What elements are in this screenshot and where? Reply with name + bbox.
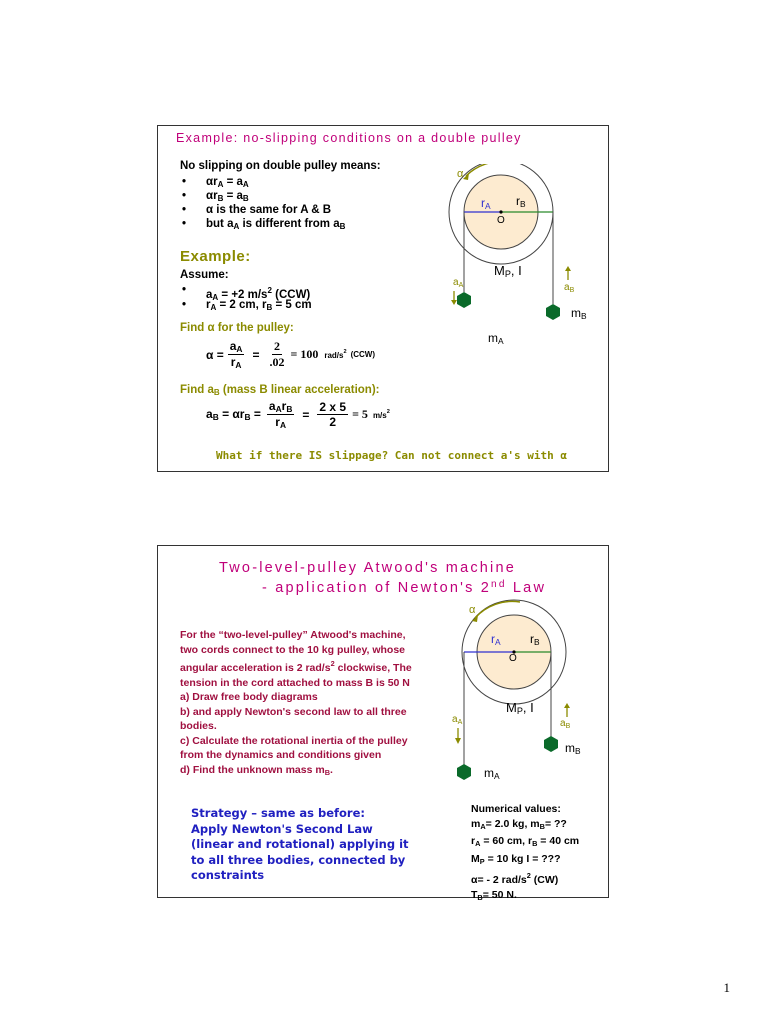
rB-label-2: $r_B$	[530, 632, 540, 647]
aB-label: $a_B$	[564, 282, 575, 294]
slide-2-title-line-1: Two-level-pulley Atwood's machine	[219, 560, 517, 576]
aB-equation: $a_B = \alpha r_B$ = $\frac{a_Ar_B}{r_A}$ = $\frac{2 x 5}{2}$ = 5 $m/s^2$	[206, 399, 390, 430]
alpha-label: α	[457, 168, 464, 180]
mA-label: $m_A$	[488, 331, 504, 346]
slide-2	[157, 545, 609, 902]
example-heading: Example:	[180, 248, 251, 265]
numerical-values: Numerical values: $m_A= 2.0$ kg, $m_B=$ ?? $r_A = 60$ cm, $r_B = 40$ cm $M_P = 10$ kg I = ??? α= - 2 rad/$s^2$ (CW) $T_B= 50$ N.	[471, 803, 580, 902]
pulley-mass-label: $M_P$, I	[494, 263, 522, 279]
strategy-text: Strategy – same as before: Apply Newton's Second Law (linear and rotational) applying it to all three bodies, connected by constraints	[191, 806, 409, 882]
mass-B-hexagon	[544, 736, 558, 752]
rB-label: $r_B$	[516, 194, 526, 209]
slide-1	[157, 125, 609, 472]
find-alpha-heading: Find α for the pulley:	[180, 322, 294, 334]
mass-A-hexagon	[457, 764, 471, 780]
aB-arrow-head	[564, 703, 570, 708]
assume-bullets: • $a_A = +2$ $m/s^2$ (CCW) • $r_A = 2$ cm, $r_B = 5$ cm	[158, 284, 458, 314]
center-dot	[499, 210, 502, 213]
aA-label: $a_A$	[453, 277, 464, 289]
center-O-label: O	[497, 215, 505, 226]
assume-aA: $a_A = +2$ $m/s^2$ (CCW)	[206, 286, 311, 302]
bullet-alpha-rB: $\alpha r_B = a_B$	[206, 190, 249, 203]
problem-statement: For the “two-level-pulley” Atwood's machine, two cords connect to the 10 kg pulley, whose angular acceleration is 2 rad/$s^2$ clockwise, The tension in the cord attached to mass B is 50 N a) Draw free body diagrams b) and apply Newton's second law to all three bodies. c) Calculate the rotational inertia of the pulley from the dynamics and conditions given d) Find the unknown mass $m_B$.	[180, 629, 412, 777]
mA-label-2: $m_A$	[484, 766, 500, 781]
page-number: 1	[723, 980, 730, 995]
aA-label-2: $a_A$	[452, 714, 463, 726]
assume-radii: $r_A = 2$ cm, $r_B = 5$ cm	[206, 299, 312, 312]
bullet-alpha-same: α is the same for A & B	[206, 204, 332, 216]
slide-2-title-line-2: - application of Newton's 2nd Law	[262, 579, 547, 596]
aA-arrow-2	[452, 726, 464, 748]
rA-label-2: $r_A$	[491, 632, 501, 647]
slippage-question: What if there IS slippage? Can not connect a's with α	[216, 449, 567, 462]
aB-arrow-head	[565, 266, 571, 271]
no-slip-intro: No slipping on double pulley means:	[180, 160, 381, 172]
center-O-label-2: O	[509, 653, 517, 664]
mass-A-hexagon	[457, 292, 471, 308]
alpha-equation: α = $\frac{a_A}{r_A}$ = $\frac{2}{.02}$ = 100 rad/$s^2$ (CCW)	[206, 339, 376, 370]
mass-B-hexagon	[546, 304, 560, 320]
rA-label: $r_A$	[481, 196, 491, 211]
no-slip-bullets: • $\alpha r_A = a_A$ • $\alpha r_B = a_B$ • α is the same for A & B • but $a_A$ is different from $a_B$	[158, 176, 458, 246]
aA-arrow-head	[451, 300, 457, 305]
slide-1-title: Example: no-slipping conditions on a double pulley	[176, 131, 522, 145]
mB-label: $m_B$	[571, 306, 587, 321]
alpha-label-2: α	[469, 604, 476, 616]
pulley-mass-label-2: $M_P$, I	[506, 700, 534, 716]
aB-label-2: $a_B$	[560, 718, 571, 730]
alpha-arrow-head	[472, 615, 478, 622]
find-aB-heading: Find $a_B$ (mass B linear acceleration):	[180, 384, 380, 397]
assume-label: Assume:	[180, 269, 229, 281]
bullet-alpha-rA: $\alpha r_A = a_A$	[206, 176, 249, 189]
double-pulley-diagram-1	[438, 164, 608, 354]
mB-label-2: $m_B$	[565, 741, 581, 756]
bullet-a-different: but $a_A$ is different from $a_B$	[206, 218, 346, 231]
